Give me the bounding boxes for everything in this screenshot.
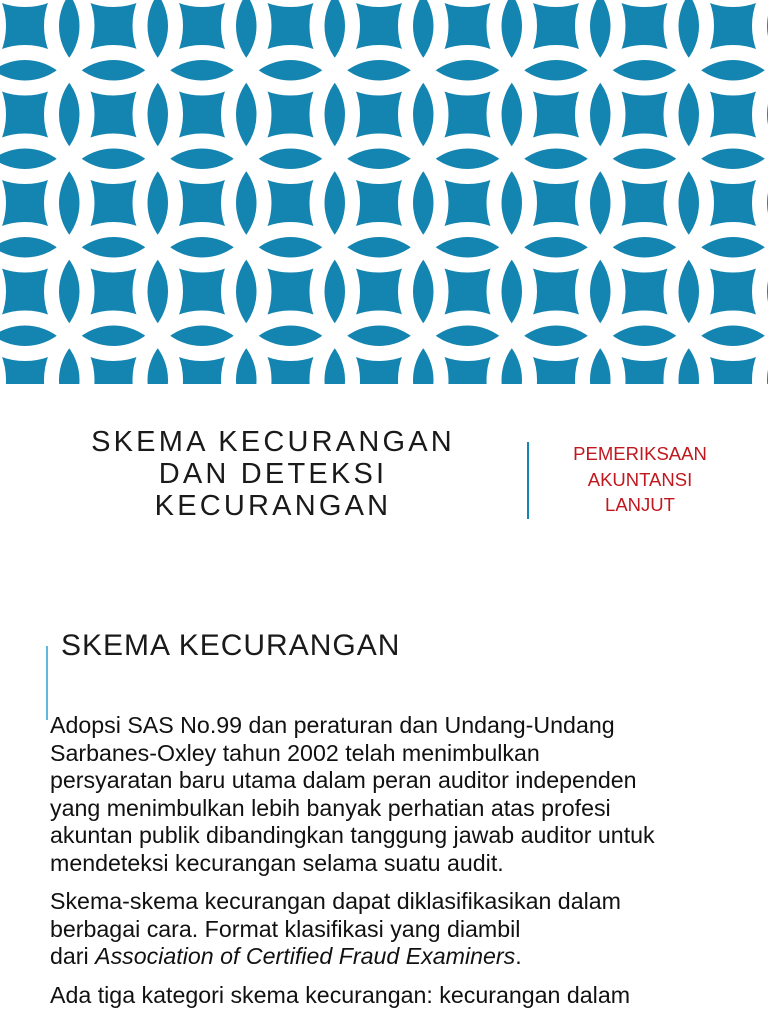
paragraph-line [50, 943, 740, 971]
paragraph-line: Ada tiga kategori skema kecurangan: kecurangan dalam [50, 981, 631, 1008]
paragraph-line: berbagai cara. Format klasifikasi yang diambil [50, 915, 521, 942]
title-divider [527, 442, 529, 519]
paragraph-1 [50, 712, 740, 877]
heading-accent-bar [46, 646, 48, 720]
paragraph-line: Adopsi SAS No.99 dan peraturan dan Undang-Undang [50, 712, 615, 738]
title-line: SKEMA KECURANGAN [91, 426, 455, 458]
slide-body-text [50, 712, 740, 1020]
paragraph-line: akuntan publik dibandingkan tanggung jawab auditor untuk [50, 822, 655, 848]
title-line: KECURANGAN [154, 490, 392, 522]
paragraph-line: Sarbanes-Oxley tahun 2002 telah menimbulkan [50, 739, 540, 766]
subtitle-line: LANJUT [605, 494, 675, 515]
section-heading: SKEMA KECURANGAN [61, 629, 401, 662]
paragraph-line: mendeteksi kecurangan selama suatu audit. [50, 849, 504, 876]
paragraph-3 [50, 982, 740, 1010]
paragraph-line: yang menimbulkan lebih banyak perhatian atas profesi [50, 794, 611, 821]
text-prefix: dari [50, 943, 96, 969]
presentation-title [40, 426, 506, 522]
organization-name: Association of Certified Fraud Examiners [95, 943, 516, 969]
paragraph-line: persyaratan baru utama dalam peran auditor independen [50, 767, 637, 793]
decorative-pattern-banner [0, 0, 768, 384]
subtitle-line: PEMERIKSAAN [573, 443, 707, 464]
subtitle-line: AKUNTANSI [587, 468, 693, 490]
paragraph-2 [50, 888, 740, 971]
title-line: DAN DETEKSI [158, 458, 388, 490]
paragraph-line: Skema-skema kecurangan dapat diklasifikasikan dalam [50, 888, 621, 914]
presentation-subtitle [560, 441, 720, 518]
text-suffix: . [515, 943, 522, 969]
